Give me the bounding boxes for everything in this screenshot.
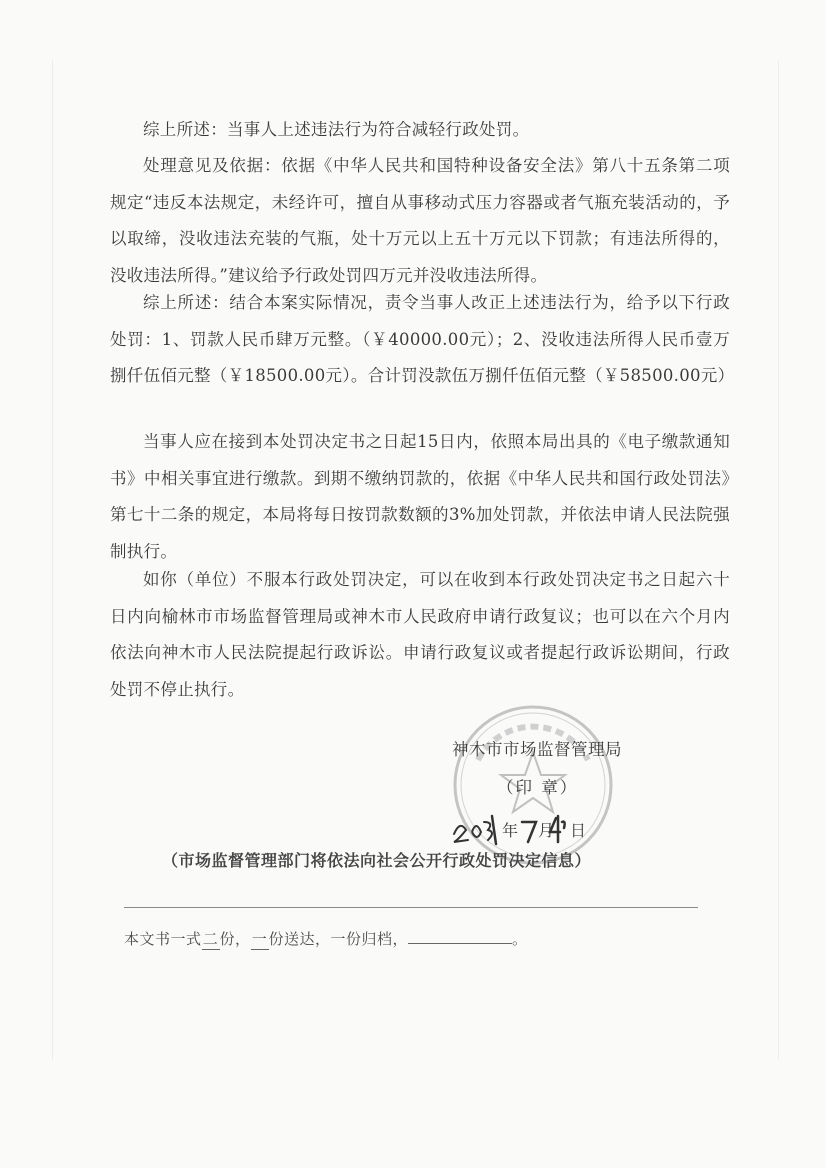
scan-edge-left bbox=[52, 60, 53, 1060]
appeal-paragraph: 如你（单位）不服本行政处罚决定，可以在收到本行政处罚决定书之日起六十日内向榆林市市场监督管理局或神木市人民政府申请行政复议；也可以在六个月内依法向神木市人民法院提起行政诉讼。申请行政复议或者提起行政诉讼期间，行政处罚不停止执行。 bbox=[110, 570, 730, 699]
decision-paragraph: 综上所述：结合本案实际情况，责令当事人改正上述违法行为，给予以下行政处罚：1、罚款人民币肆万元整。（￥40000.00元）；2、没收违法所得人民币壹万捌仟伍佰元整（￥18500.00元）。合计罚没款伍万捌仟伍佰元整（￥58500.00元） bbox=[110, 293, 735, 385]
signing-organization: 神木市市场监督管理局 bbox=[452, 740, 622, 759]
svg-text:月: 月 bbox=[538, 821, 555, 840]
footer-prefix: 本文书一式 bbox=[124, 930, 202, 948]
seal-label: （印 章） bbox=[497, 778, 579, 797]
svg-text:年: 年 bbox=[502, 821, 519, 840]
summary-paragraph: 综上所述：当事人上述违法行为符合减轻行政处罚。 bbox=[143, 120, 530, 139]
scan-edge-right bbox=[778, 60, 779, 1060]
footer-mid2: 份送达，一份归档， bbox=[268, 930, 409, 948]
disclosure-notice: （市场监督管理部门将依法向社会公开行政处罚决定信息） bbox=[162, 851, 592, 870]
handwritten-date-signature bbox=[448, 808, 588, 848]
copies-total-blank: 二 bbox=[202, 930, 219, 948]
document-copies-footer bbox=[124, 928, 528, 950]
copies-sent-blank: 一 bbox=[251, 930, 268, 948]
footer-suffix: 。 bbox=[512, 930, 528, 948]
svg-text:日: 日 bbox=[570, 821, 587, 840]
basis-paragraph: 处理意见及依据：依据《中华人民共和国特种设备安全法》第八十五条第二项规定“违反本法规定，未经许可，擅自从事移动式压力容器或者气瓶充装活动的，予以取缔，没收违法充装的气瓶，处十万元以上五十万元以下罚款；有违法所得的，没收违法所得。”建议给予行政处罚四万元并没收违法所得。 bbox=[110, 156, 730, 285]
footer-mid1: 份， bbox=[219, 930, 251, 948]
divider-line bbox=[124, 907, 698, 908]
archive-blank bbox=[408, 929, 512, 944]
payment-paragraph: 当事人应在接到本处罚决定书之日起15日内，依照本局出具的《电子缴款通知书》中相关事宜进行缴款。到期不缴纳罚款的，依据《中华人民共和国行政处罚法》第七十二条的规定，本局将每日按罚款数额的3%加处罚款，并依法申请人民法院强制执行。 bbox=[110, 432, 730, 561]
